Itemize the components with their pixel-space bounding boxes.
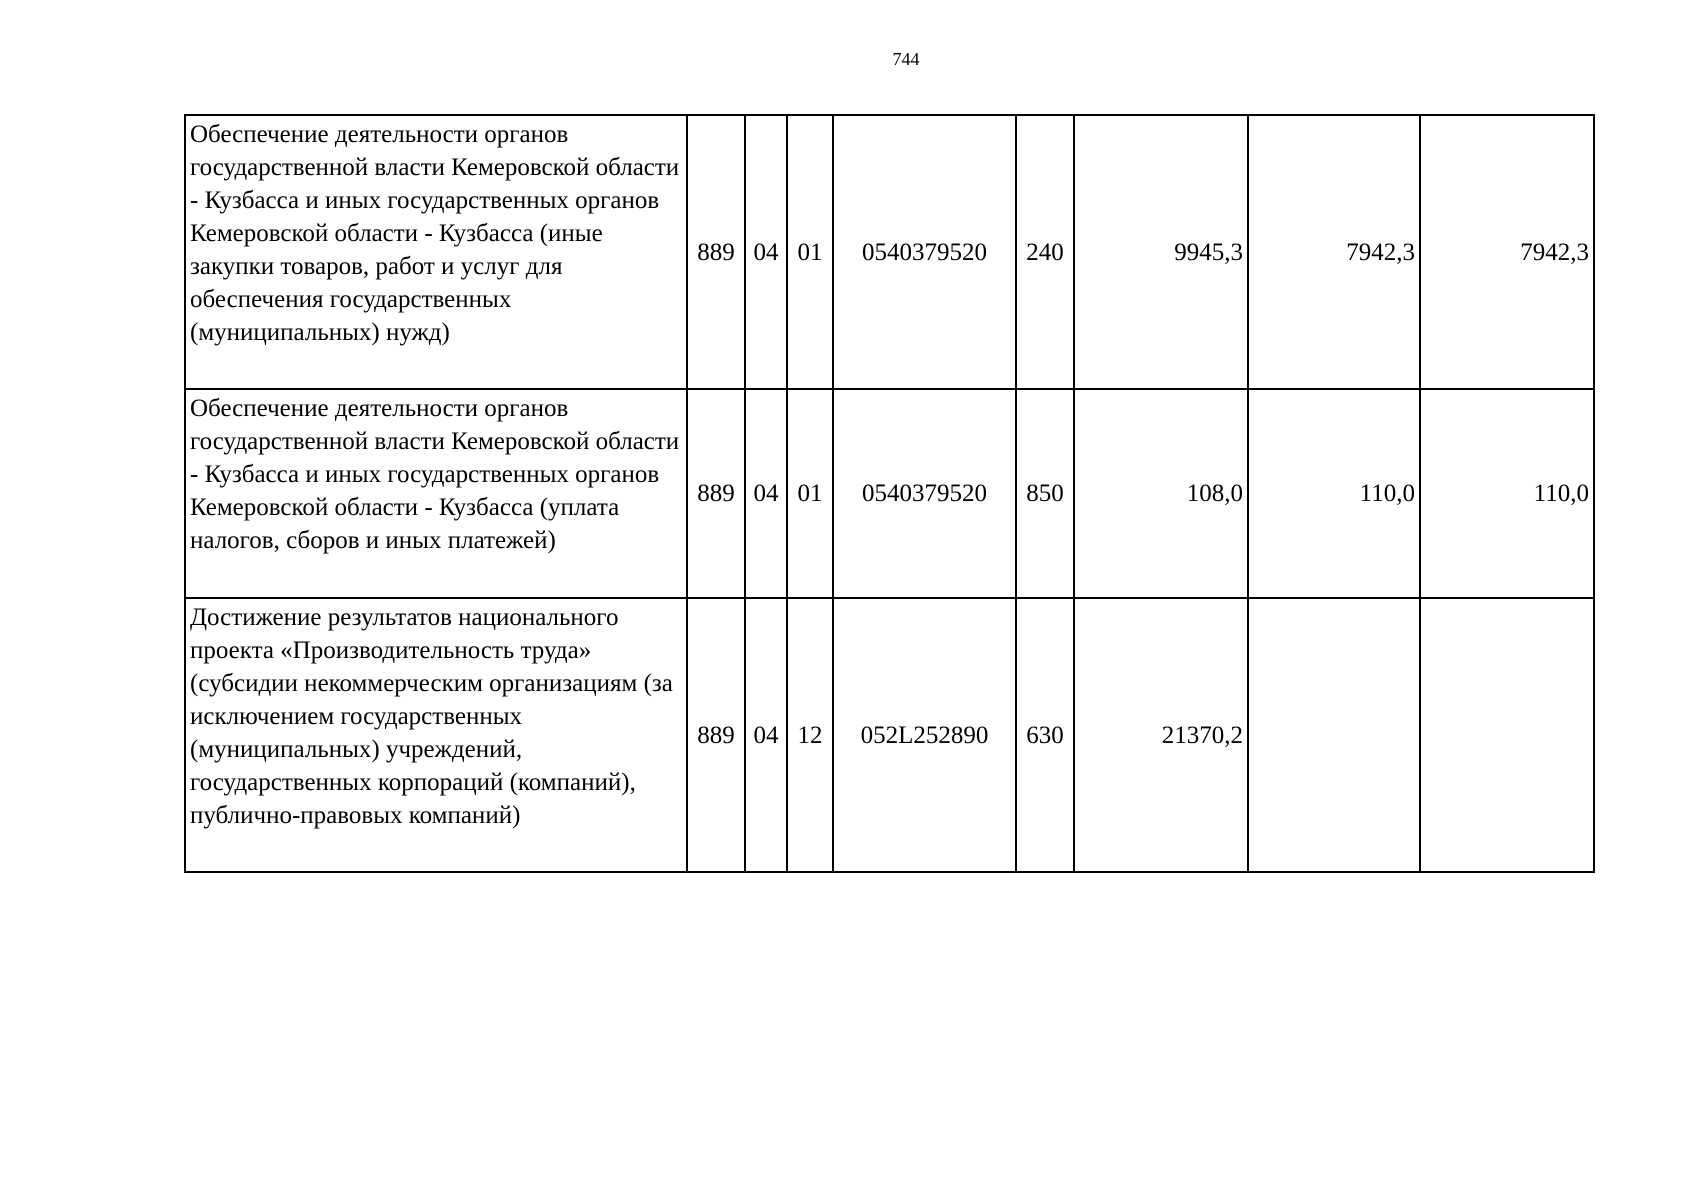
expense-description: Обеспечение деятельности органов государственной власти Кемеровской области - Кузбасса и иных государственных органов Кемеровской области - Кузбасса (уплата налогов, сборов и иных платежей): [185, 389, 687, 598]
amount-year-1: 108,0: [1074, 389, 1248, 598]
amount-year-2: [1248, 598, 1420, 872]
amount-year-1: 21370,2: [1074, 598, 1248, 872]
budget-table: [184, 114, 1595, 873]
ministry-code: 889: [687, 598, 745, 872]
ministry-code: 889: [687, 389, 745, 598]
table-row: [185, 389, 1594, 598]
expense-description: Обеспечение деятельности органов государственной власти Кемеровской области - Кузбасса и иных государственных органов Кемеровской области - Кузбасса (иные закупки товаров, работ и услуг для обеспечения государственных (муниципальных) нужд): [185, 115, 687, 389]
amount-year-2: 110,0: [1248, 389, 1420, 598]
subsection-code: 12: [787, 598, 833, 872]
expense-type-code: 850: [1016, 389, 1074, 598]
subsection-code: 01: [787, 389, 833, 598]
table-row: [185, 115, 1594, 389]
amount-year-1: 9945,3: [1074, 115, 1248, 389]
expense-type-code: 630: [1016, 598, 1074, 872]
table-row: [185, 598, 1594, 872]
section-code: 04: [745, 598, 787, 872]
expense-description: Достижение результатов национального проекта «Производительность труда» (субсидии некоммерческим организациям (за исключением государственных (муниципальных) учреждений, государственных корпораций (компаний), публично-правовых компаний): [185, 598, 687, 872]
page-number: 744: [892, 49, 920, 69]
target-article-code: 0540379520: [833, 115, 1016, 389]
amount-year-3: 110,0: [1420, 389, 1594, 598]
subsection-code: 01: [787, 115, 833, 389]
ministry-code: 889: [687, 115, 745, 389]
section-code: 04: [745, 115, 787, 389]
amount-year-2: 7942,3: [1248, 115, 1420, 389]
amount-year-3: [1420, 598, 1594, 872]
target-article-code: 052L252890: [833, 598, 1016, 872]
expense-type-code: 240: [1016, 115, 1074, 389]
amount-year-3: 7942,3: [1420, 115, 1594, 389]
target-article-code: 0540379520: [833, 389, 1016, 598]
section-code: 04: [745, 389, 787, 598]
